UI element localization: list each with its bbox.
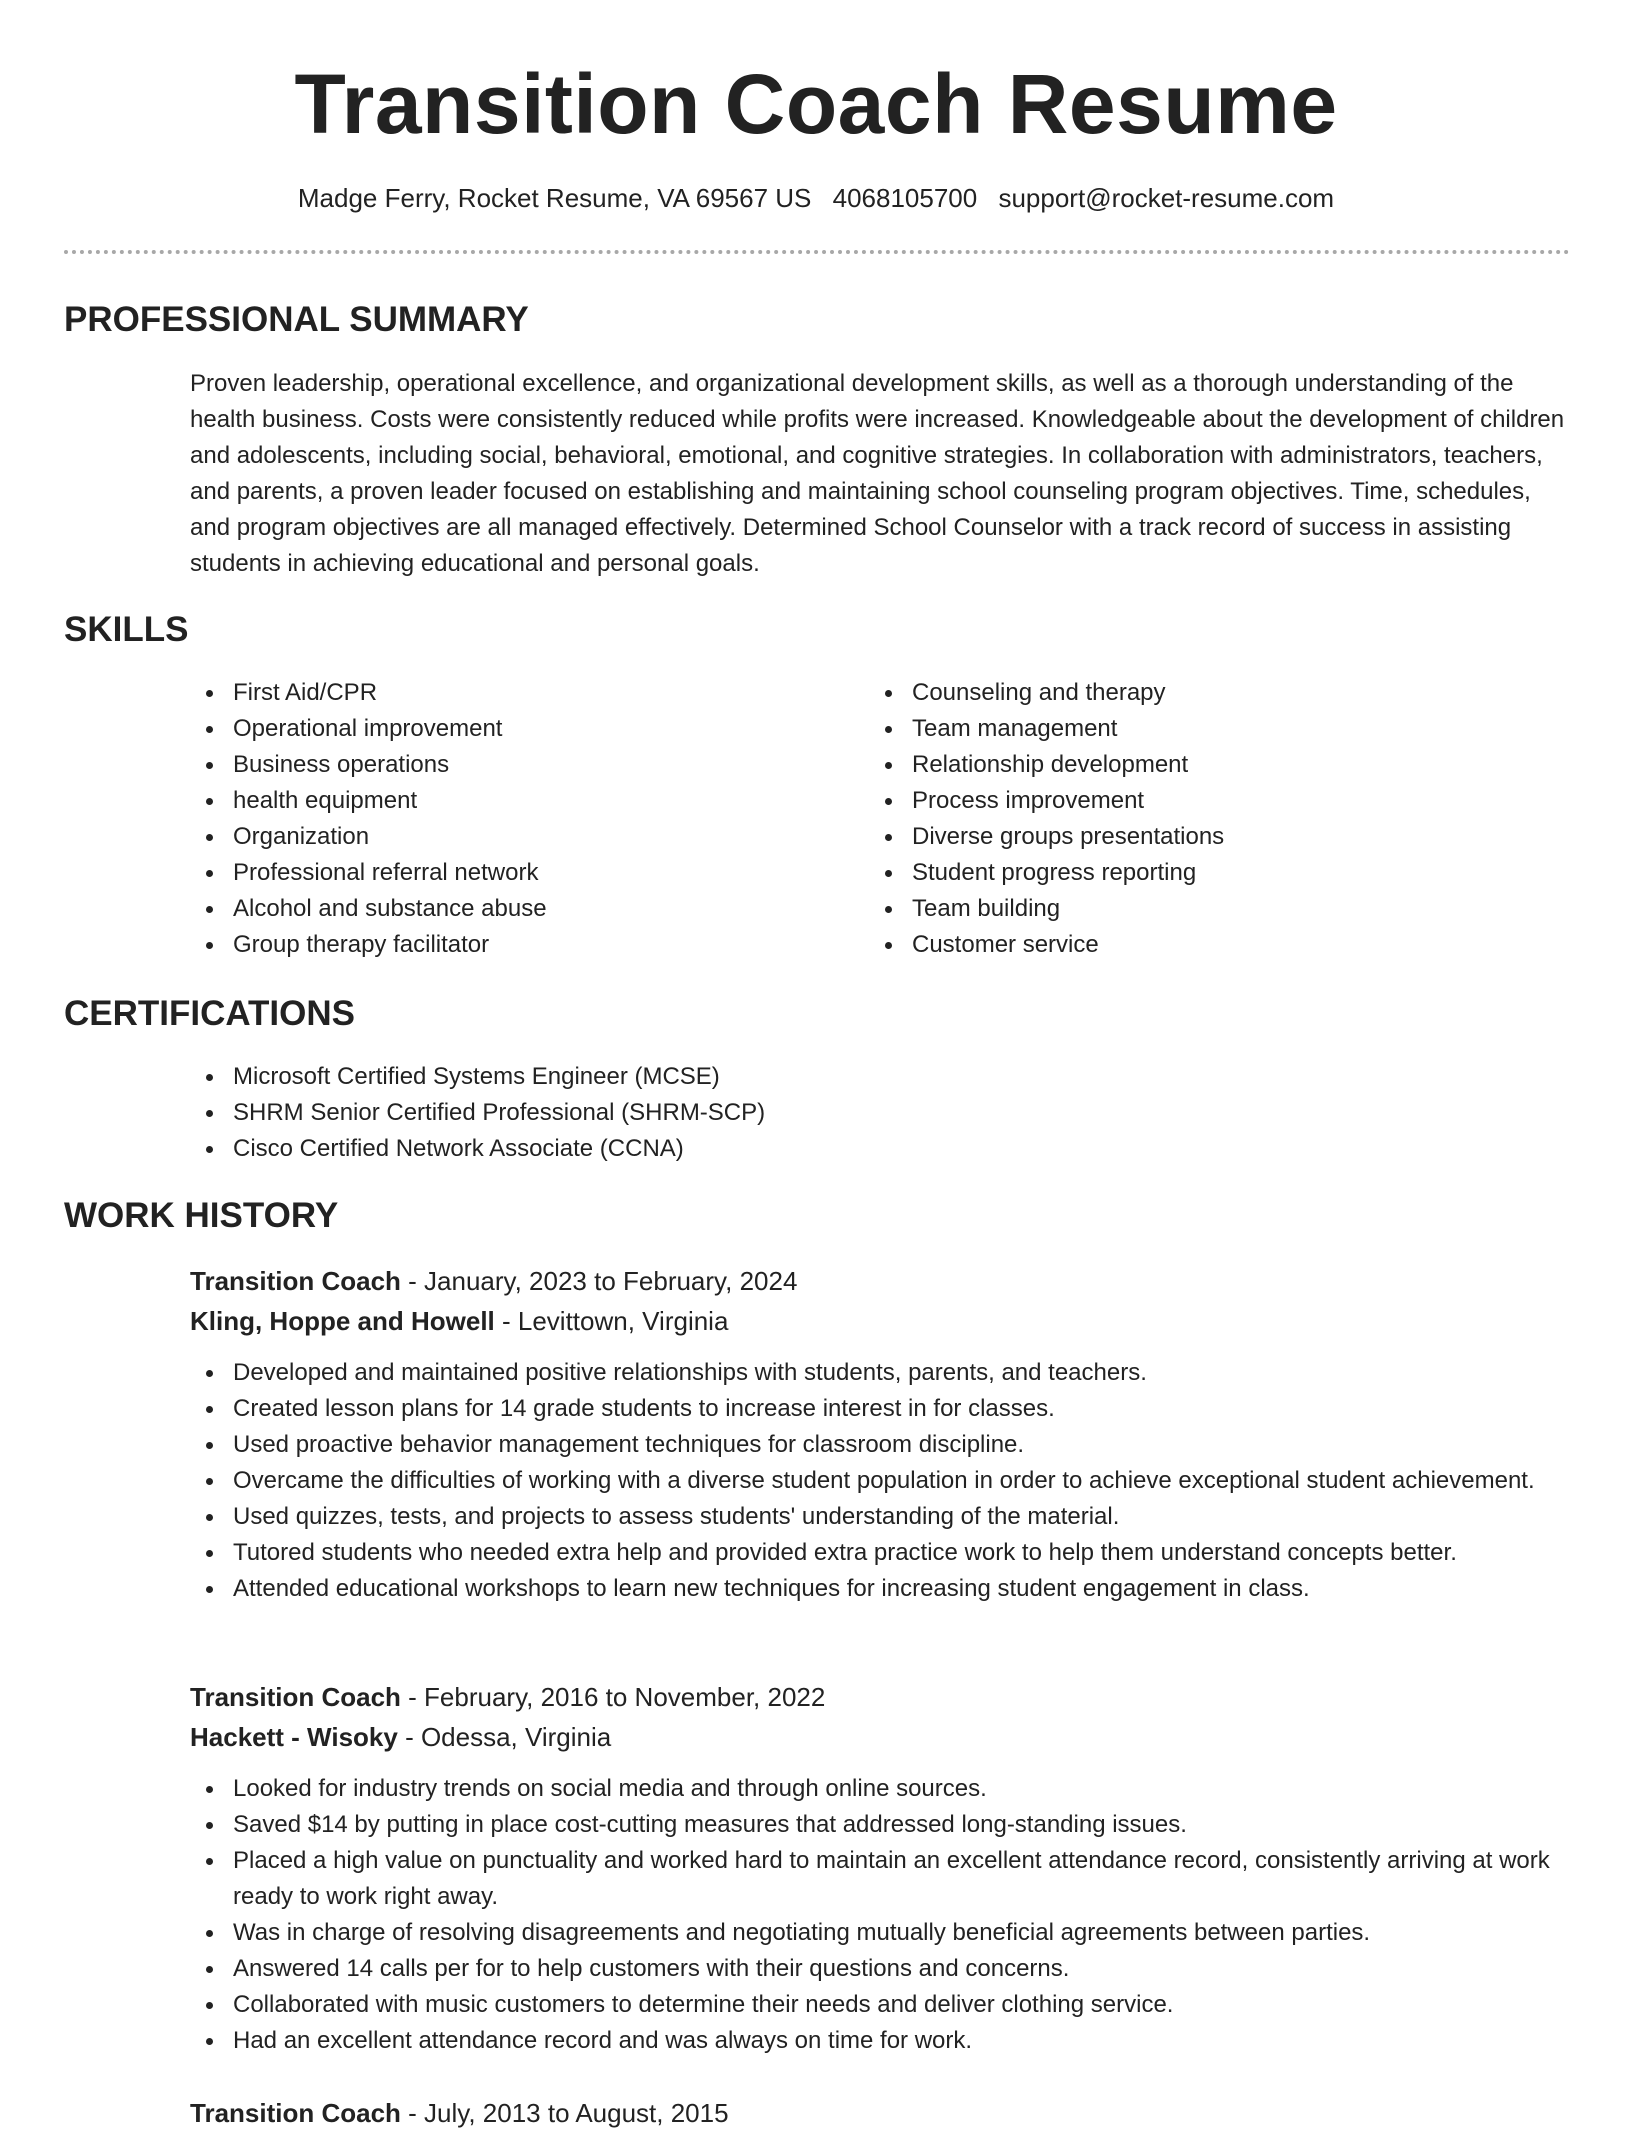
skill-item: Team management [869,711,1529,747]
skill-item: health equipment [190,783,850,819]
contact-line [0,180,1632,216]
job-bullet: Overcame the difficulties of working with a diverse student population in order to achieve exceptional student achievement. [190,1463,1570,1499]
skill-item: Customer service [869,927,1529,963]
job-title: Transition Coach [190,2098,401,2128]
skill-item: Alcohol and substance abuse [190,891,850,927]
job-bullets [190,1771,1570,2059]
certifications-list [190,1059,1570,1167]
certification-item: SHRM Senior Certified Professional (SHRM-SCP) [190,1095,1570,1131]
contact-phone: 4068105700 [832,183,978,213]
skill-item: Professional referral network [190,855,850,891]
contact-address: Madge Ferry, Rocket Resume, VA 69567 US [297,183,812,213]
summary-heading: PROFESSIONAL SUMMARY [64,300,529,339]
job-bullet: Attended educational workshops to learn new techniques for increasing student engagement in class. [190,1571,1570,1607]
skill-item: Operational improvement [190,711,850,747]
summary-text: Proven leadership, operational excellence, and organizational development skills, as well as a thorough understanding of the health business. Costs were consistently reduced while profits were increased. Knowledgeable about the development of children and adolescents, including social, behavioral, emotional, and cognitive strategies. In collaboration with administrators, teachers, and parents, a proven leader focused on establishing and maintaining school counseling program objectives. Time, schedules, and program objectives are all managed effectively. Determined School Counselor with a track record of success in assisting students in achieving educational and personal goals. [190,370,1565,577]
skill-item: Business operations [190,747,850,783]
skills-list-right [869,675,1529,963]
contact-email: support@rocket-resume.com [998,183,1335,213]
certification-item: Microsoft Certified Systems Engineer (MCSE) [190,1059,1570,1095]
skill-item: Diverse groups presentations [869,819,1529,855]
certifications-heading: CERTIFICATIONS [64,994,356,1033]
skills-list-left [190,675,850,963]
job-bullet: Used proactive behavior management techniques for classroom discipline. [190,1427,1570,1463]
job-dates: - July, 2013 to August, 2015 [400,2098,729,2128]
job-company: Hackett - Wisoky [190,1722,398,1752]
job-location: - Odessa, Virginia [397,1722,612,1752]
skill-item: First Aid/CPR [190,675,850,711]
job-company: Kling, Hoppe and Howell [190,1306,495,1336]
job-bullet: Collaborated with music customers to determine their needs and deliver clothing service. [190,1987,1570,2023]
skill-item: Organization [190,819,850,855]
job-title-line [190,1677,825,1717]
job-location: - Levittown, Virginia [494,1306,729,1336]
job-dates: - January, 2023 to February, 2024 [400,1266,798,1296]
certification-item: Cisco Certified Network Associate (CCNA) [190,1131,1570,1167]
job-company-line [190,1301,728,1341]
job-bullet: Answered 14 calls per for to help customers with their questions and concerns. [190,1951,1570,1987]
skill-item: Counseling and therapy [869,675,1529,711]
job-dates: - February, 2016 to November, 2022 [400,1682,826,1712]
job-bullet: Developed and maintained positive relationships with students, parents, and teachers. [190,1355,1570,1391]
job-bullet: Was in charge of resolving disagreements and negotiating mutually beneficial agreements between parties. [190,1915,1570,1951]
skill-item: Student progress reporting [869,855,1529,891]
job-title-line [190,2093,729,2133]
job-title-line [190,1261,797,1301]
job-bullet: Saved $14 by putting in place cost-cutting measures that addressed long-standing issues. [190,1807,1570,1843]
job-bullet: Tutored students who needed extra help and provided extra practice work to help them understand concepts better. [190,1535,1570,1571]
skills-heading: SKILLS [64,610,189,649]
job-title: Transition Coach [190,1266,401,1296]
job-bullet: Placed a high value on punctuality and worked hard to maintain an excellent attendance record, consistently arriving at work ready to work right away. [190,1843,1570,1915]
skill-item: Group therapy facilitator [190,927,850,963]
job-bullet: Looked for industry trends on social media and through online sources. [190,1771,1570,1807]
skill-item: Team building [869,891,1529,927]
job-bullets [190,1355,1570,1607]
header-divider [64,250,1570,254]
page-title: Transition Coach Resume [294,57,1338,151]
job-title: Transition Coach [190,1682,401,1712]
job-bullet: Created lesson plans for 14 grade students to increase interest in for classes. [190,1391,1570,1427]
skill-item: Process improvement [869,783,1529,819]
job-bullet: Used quizzes, tests, and projects to assess students' understanding of the material. [190,1499,1570,1535]
job-bullet: Had an excellent attendance record and was always on time for work. [190,2023,1570,2059]
work-history-heading: WORK HISTORY [64,1196,339,1235]
skill-item: Relationship development [869,747,1529,783]
job-company-line [190,1717,611,1757]
